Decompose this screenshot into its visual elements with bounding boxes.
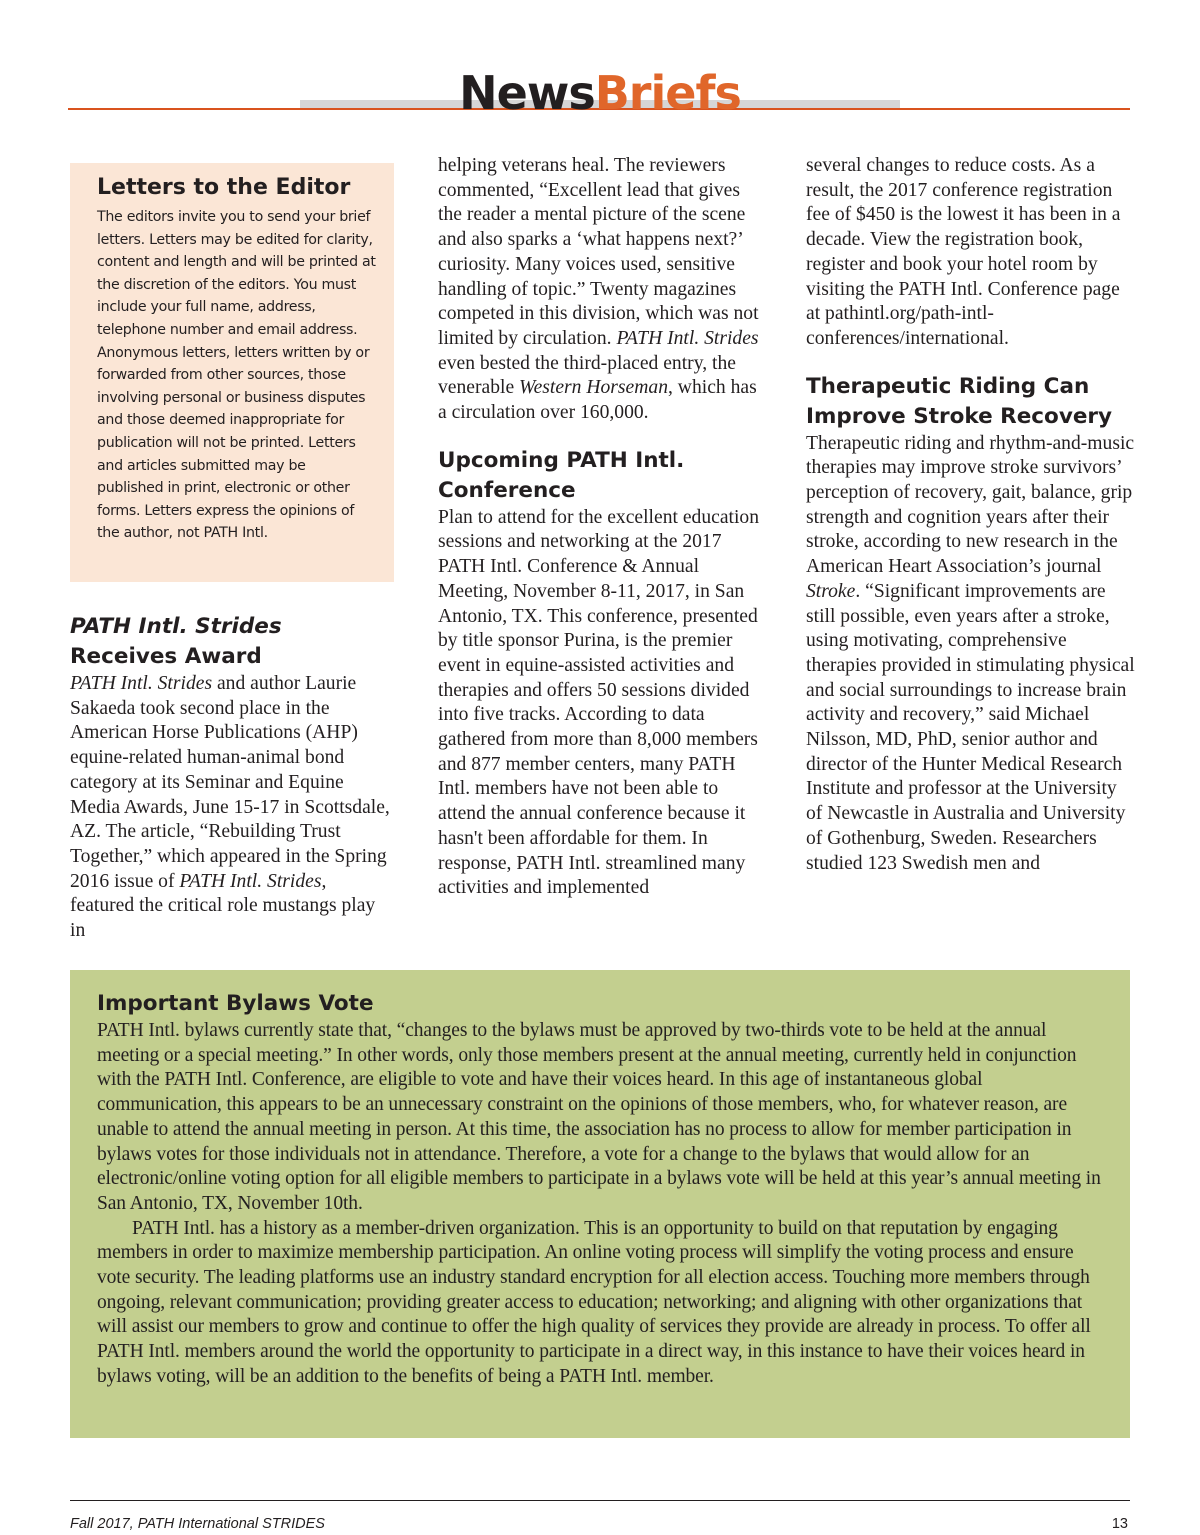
award-heading-rest: Receives Award bbox=[70, 644, 262, 669]
stroke-body-2: . “Significant improvements are still possible, even years after a stroke, using motivating, comprehensive therapies provided in stimulating physical and social surroundings to increase brain activity and recovery,” said Michael Nilsson, MD, PhD, senior author and director of the Hunter Medical Research Institute and professor at the University of Newcastle in Australia and University of Gothenburg, Sweden. Researchers studied 123 Swedish men and bbox=[806, 580, 1135, 874]
masthead-briefs: Briefs bbox=[594, 66, 741, 120]
award-body-italic-2: PATH Intl. Strides bbox=[179, 870, 322, 892]
award-body-italic-3: PATH Intl. Strides bbox=[616, 327, 759, 349]
column-3 bbox=[806, 154, 1136, 876]
masthead-title bbox=[300, 64, 900, 122]
award-body-continued: helping veterans heal. The reviewers commented, “Excellent lead that gives the reader a mental picture of the scene and also sparks a ‘what happens next?’ curiosity. Many voices used, sensitive handling of topic.” Twenty magazines competed in this division, which was not limited by circulation. PATH Intl. Strides even bested the third-placed entry, the venerable Western Horseman, which has a circulation over 160,000. bbox=[438, 155, 759, 424]
conference-heading: Upcoming PATH Intl. Conference bbox=[438, 447, 685, 503]
stroke-body-italic: Stroke bbox=[806, 580, 856, 602]
bylaws-heading: Important Bylaws Vote bbox=[97, 991, 374, 1016]
stroke-body bbox=[806, 432, 1136, 877]
conference-body-col3: several changes to reduce costs. As a result, the 2017 conference registration fee of $450 is the lowest it has been in a decade. View the registration book, register and book your hotel room by visiting the PATH Intl. Conference page at pathintl.org/path-intl-conferences/international. bbox=[806, 155, 1121, 349]
stroke-heading: Therapeutic Riding Can Improve Stroke Recovery bbox=[806, 373, 1113, 429]
award-body-italic-4: Western Horseman bbox=[519, 377, 668, 399]
conference-body-col2: Plan to attend for the excellent education sessions and networking at the 2017 PATH Intl. Conference & Annual Meeting, November 8-11, 2017, in San Antonio, TX. This conference, presented by title sponsor Purina, is the premier event in equine-assisted activities and therapies and offers 50 sessions divided into five tracks. According to data gathered from more than 8,000 members and 877 member centers, many PATH Intl. members have not been able to attend the annual conference because it hasn't been affordable for them. In response, PATH Intl. streamlined many activities and implemented bbox=[438, 506, 760, 899]
letters-body: The editors invite you to send your brief letters. Letters may be edited for clarity, content and length and will be printed at the discretion of the editors. You must include your full name, address, telephone number and email address. Anonymous letters, letters written by or forwarded from other sources, those involving personal or business disputes and those deemed inappropriate for publication will not be printed. Letters and articles submitted may be published in print, electronic or other forms. Letters express the opinions of the author, not PATH Intl. bbox=[97, 209, 376, 542]
letters-box bbox=[70, 163, 394, 582]
footer-rule bbox=[70, 1500, 1130, 1501]
award-heading bbox=[70, 612, 390, 672]
footer-issue: Fall 2017, PATH International STRIDES bbox=[70, 1516, 325, 1532]
award-body-col1 bbox=[70, 672, 390, 944]
award-article bbox=[70, 612, 390, 944]
award-body-4: , which has a circulation over 160,000. bbox=[438, 377, 757, 424]
masthead-news: News bbox=[459, 66, 595, 120]
award-body-italic-1: PATH Intl. Strides bbox=[70, 673, 213, 694]
column-2 bbox=[438, 154, 768, 901]
award-body-2: , featured the critical role mustangs play in bbox=[70, 870, 376, 942]
award-body-1: and author Laurie Sakaeda took second place in the American Horse Publications (AHP) equine-related human-animal bond category at its Seminar and Equine Media Awards, June 15-17 in Scottsdale, AZ. The article, “Rebuilding Trust Together,” which appeared in the Spring 2016 issue of bbox=[70, 673, 390, 892]
bylaws-para-1: PATH Intl. bylaws currently state that, “changes to the bylaws must be approved by two-thirds vote to be held at the annual meeting or a special meeting.” In other words, only those members present at the annual meeting, currently held in conjunction with the PATH Intl. Conference, are eligible to vote and have their voices heard. In this age of instantaneous global communication, this appears to be an unnecessary constraint on the opinions of those members, who, for whatever reason, are unable to attend the annual meeting in person. At this time, the association has no process to allow for member participation in bylaws votes for those individuals not in attendance. Therefore, a vote for a change to the bylaws that would allow for an electronic/online voting option for all eligible members to participate in a bylaws vote will be held at this year’s annual meeting in San Antonio, TX, November 10th. bbox=[97, 1020, 1101, 1214]
award-heading-italic: PATH Intl. Strides bbox=[70, 614, 282, 639]
bylaws-box bbox=[70, 970, 1130, 1438]
bylaws-para-2: PATH Intl. has a history as a member-driven organization. This is an opportunity to build on that reputation by engaging members in order to maximize membership participation. An online voting process will simplify the voting process and ensure vote security. The leading platforms use an industry standard encryption for all election access. Touching more members through ongoing, relevant communication; providing greater access to education; networking; and aligning with other organizations that will assist our members to grow and continue to offer the high quality of services they provide are already in process. To offer all PATH Intl. members around the world the opportunity to participate in a direct way, in this instance to have their voices heard in bylaws voting, will be an addition to the benefits of being a PATH Intl. member. bbox=[97, 1217, 1091, 1387]
letters-heading: Letters to the Editor bbox=[97, 175, 351, 200]
stroke-body-1: Therapeutic riding and rhythm-and-music therapies may improve stroke survivors’ perception of recovery, gait, balance, grip strength and cognition years after their stroke, according to new research in the American Heart Association’s journal bbox=[806, 432, 1135, 578]
page-number: 13 bbox=[1111, 1516, 1128, 1532]
award-body-3: even bested the third-placed entry, the venerable bbox=[438, 352, 736, 399]
